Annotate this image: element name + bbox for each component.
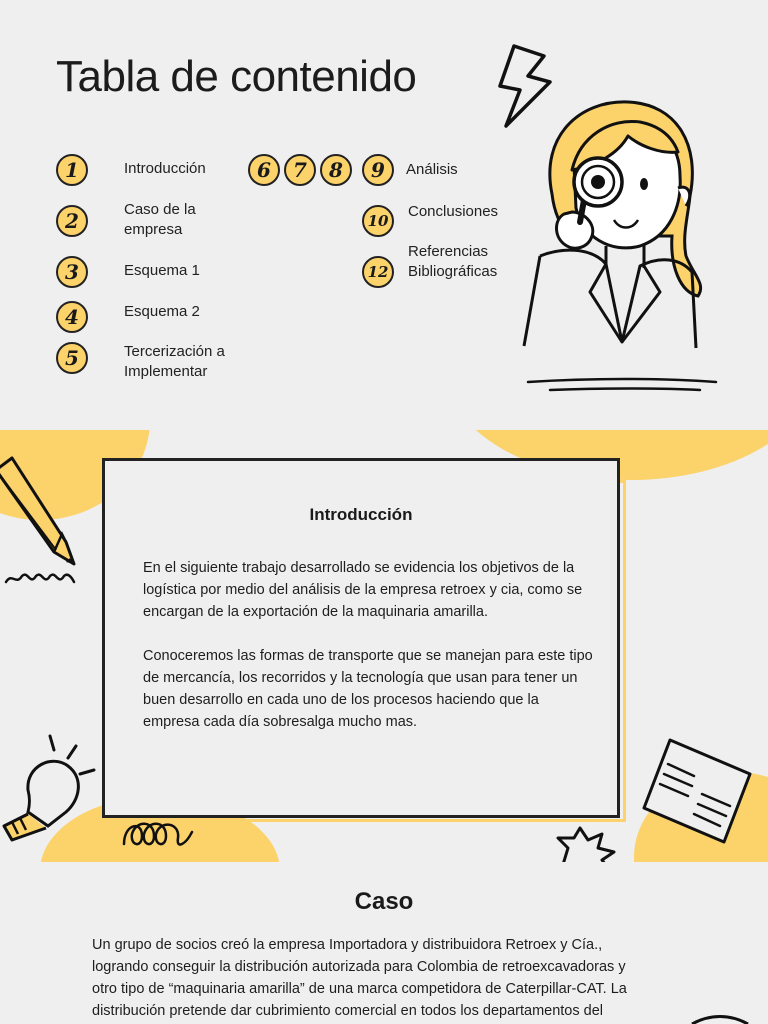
toc-item-label: Caso de la empresa bbox=[124, 201, 196, 238]
toc-item-esquema-1[interactable] bbox=[56, 256, 200, 288]
starburst-icon bbox=[556, 828, 626, 862]
paper-sheet-icon bbox=[642, 736, 752, 846]
toc-item-label: Introducción bbox=[124, 160, 206, 177]
loops-doodle-icon bbox=[120, 814, 210, 854]
toc-number-badge: 9 bbox=[362, 154, 394, 186]
toc-number-badge: 3 bbox=[56, 256, 88, 288]
toc-item-label: Esquema 2 bbox=[124, 303, 200, 320]
toc-item-introduccion[interactable] bbox=[56, 154, 244, 186]
light-bulb-icon bbox=[0, 730, 110, 850]
detective-woman-illustration bbox=[510, 96, 730, 396]
squiggle-icon bbox=[4, 572, 76, 586]
toc-number-badge: 8 bbox=[320, 154, 352, 186]
toc-item-tercerizacion[interactable] bbox=[56, 342, 259, 382]
caso-title: Caso bbox=[354, 888, 414, 915]
pencil-icon bbox=[0, 462, 80, 572]
toc-item-analisis[interactable] bbox=[406, 160, 458, 180]
toc-item-caso[interactable] bbox=[56, 201, 234, 240]
toc-number-badge: 4 bbox=[56, 301, 88, 333]
slide-caso bbox=[0, 862, 768, 1024]
slide-introduction bbox=[0, 430, 768, 862]
caso-paragraph: Un grupo de socios creó la empresa Importadora y distribuidora Retroex y Cía., logrando conseguir la distribución autorizada para Colombia de retroexcavadoras y otro tipo de “maquinaria amarilla” de una marca competidora de Caterpillar-CAT. La distribución pretende dar cubrimiento comercial en todos los departamentos del bbox=[92, 937, 627, 1019]
introduction-card bbox=[102, 458, 620, 818]
introduction-title: Introducción bbox=[309, 505, 413, 524]
toc-number-badge: 10 bbox=[362, 205, 394, 237]
introduction-paragraph-1: En el siguiente trabajo desarrollado se evidencia los objetivos de la logística por medio del análisis de la empresa retroex y cia, como se encargan de la exportación de la maquinaria amarilla. bbox=[143, 560, 583, 620]
introduction-paragraph-2: Conoceremos las formas de transporte que se manejan para este tipo de mercancía, los recorridos y la tecnología que usan para tener un buen desarrollo en cada uno de los procesos haciendo que la empresa cada día sobresalga mucho mas. bbox=[143, 648, 593, 730]
analysis-number-row[interactable] bbox=[248, 154, 394, 186]
toc-number-badge: 2 bbox=[56, 205, 88, 237]
toc-item-label: Análisis bbox=[406, 161, 458, 178]
toc-item-conclusiones[interactable] bbox=[362, 205, 498, 237]
toc-item-label: Tercerización a Implementar bbox=[124, 343, 225, 380]
toc-title: Tabla de contenido bbox=[56, 52, 417, 101]
toc-item-referencias[interactable] bbox=[362, 243, 518, 288]
slide-table-of-contents bbox=[0, 0, 768, 430]
toc-number-badge: 1 bbox=[56, 154, 88, 186]
decorative-curve bbox=[690, 1014, 750, 1024]
toc-item-label: Esquema 1 bbox=[124, 262, 200, 279]
toc-item-esquema-2[interactable] bbox=[56, 301, 200, 333]
toc-number-badge: 7 bbox=[284, 154, 316, 186]
toc-number-badge: 6 bbox=[248, 154, 280, 186]
toc-number-badge: 5 bbox=[56, 342, 88, 374]
toc-item-label: Referencias Bibliográficas bbox=[408, 243, 498, 280]
toc-number-badge: 12 bbox=[362, 256, 394, 288]
toc-item-label: Conclusiones bbox=[408, 203, 499, 220]
